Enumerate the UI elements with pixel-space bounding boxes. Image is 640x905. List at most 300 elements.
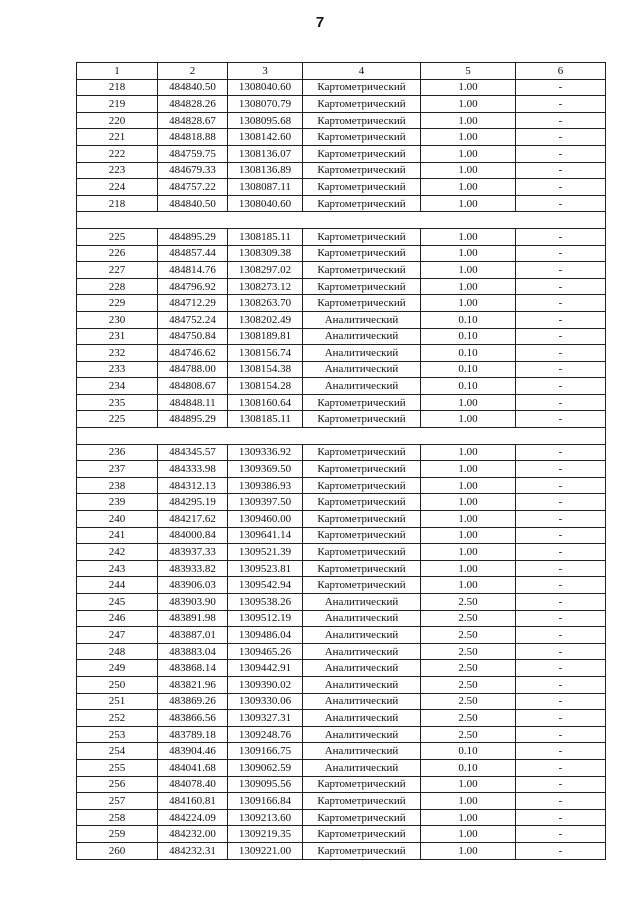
table-row <box>77 411 606 428</box>
point-number-cell: 249 <box>77 660 158 677</box>
table-row <box>77 660 606 677</box>
table-row <box>77 129 606 146</box>
y-coordinate-cell: 1309521.39 <box>228 544 303 561</box>
x-coordinate-cell: 483866.56 <box>158 710 228 727</box>
x-coordinate-cell: 484232.31 <box>158 842 228 859</box>
method-cell: Картометрический <box>303 461 421 478</box>
x-coordinate-cell: 483906.03 <box>158 577 228 594</box>
description-cell: - <box>516 643 606 660</box>
description-cell: - <box>516 527 606 544</box>
method-cell: Картометрический <box>303 444 421 461</box>
x-coordinate-cell: 483937.33 <box>158 544 228 561</box>
x-coordinate-cell: 484712.29 <box>158 295 228 312</box>
y-coordinate-cell: 1309213.60 <box>228 809 303 826</box>
description-cell: - <box>516 228 606 245</box>
x-coordinate-cell: 484312.13 <box>158 477 228 494</box>
y-coordinate-cell: 1309166.75 <box>228 743 303 760</box>
y-coordinate-cell: 1309460.00 <box>228 511 303 528</box>
x-coordinate-cell: 484818.88 <box>158 129 228 146</box>
point-number-cell: 233 <box>77 361 158 378</box>
x-coordinate-cell: 484814.76 <box>158 262 228 279</box>
point-number-cell: 258 <box>77 809 158 826</box>
description-cell: - <box>516 96 606 113</box>
accuracy-cell: 1.00 <box>421 129 516 146</box>
description-cell: - <box>516 129 606 146</box>
accuracy-cell: 1.00 <box>421 96 516 113</box>
y-coordinate-cell: 1309486.04 <box>228 627 303 644</box>
x-coordinate-cell: 483883.04 <box>158 643 228 660</box>
table-row <box>77 328 606 345</box>
accuracy-cell: 0.10 <box>421 743 516 760</box>
description-cell: - <box>516 278 606 295</box>
method-cell: Аналитический <box>303 311 421 328</box>
point-number-cell: 234 <box>77 378 158 395</box>
table-row <box>77 776 606 793</box>
method-cell: Картометрический <box>303 245 421 262</box>
description-cell: - <box>516 494 606 511</box>
accuracy-cell: 2.50 <box>421 660 516 677</box>
point-number-cell: 222 <box>77 145 158 162</box>
header-cell-col-5: 5 <box>421 63 516 80</box>
accuracy-cell: 2.50 <box>421 643 516 660</box>
method-cell: Картометрический <box>303 96 421 113</box>
x-coordinate-cell: 484757.22 <box>158 179 228 196</box>
accuracy-cell: 1.00 <box>421 793 516 810</box>
x-coordinate-cell: 483887.01 <box>158 627 228 644</box>
description-cell: - <box>516 195 606 212</box>
description-cell: - <box>516 776 606 793</box>
description-cell: - <box>516 809 606 826</box>
description-cell: - <box>516 394 606 411</box>
y-coordinate-cell: 1308154.28 <box>228 378 303 395</box>
method-cell: Картометрический <box>303 577 421 594</box>
method-cell: Аналитический <box>303 693 421 710</box>
description-cell: - <box>516 262 606 279</box>
accuracy-cell: 0.10 <box>421 345 516 362</box>
accuracy-cell: 1.00 <box>421 560 516 577</box>
y-coordinate-cell: 1308095.68 <box>228 112 303 129</box>
point-number-cell: 241 <box>77 527 158 544</box>
table-row <box>77 195 606 212</box>
accuracy-cell: 1.00 <box>421 527 516 544</box>
x-coordinate-cell: 483933.82 <box>158 560 228 577</box>
point-number-cell: 225 <box>77 228 158 245</box>
method-cell: Картометрический <box>303 278 421 295</box>
accuracy-cell: 1.00 <box>421 809 516 826</box>
accuracy-cell: 1.00 <box>421 394 516 411</box>
y-coordinate-cell: 1309542.94 <box>228 577 303 594</box>
method-cell: Аналитический <box>303 378 421 395</box>
description-cell: - <box>516 577 606 594</box>
description-cell: - <box>516 477 606 494</box>
point-number-cell: 252 <box>77 710 158 727</box>
description-cell: - <box>516 759 606 776</box>
x-coordinate-cell: 484788.00 <box>158 361 228 378</box>
description-cell: - <box>516 793 606 810</box>
method-cell: Картометрический <box>303 295 421 312</box>
point-number-cell: 248 <box>77 643 158 660</box>
x-coordinate-cell: 484232.00 <box>158 826 228 843</box>
method-cell: Картометрический <box>303 79 421 96</box>
accuracy-cell: 1.00 <box>421 278 516 295</box>
description-cell: - <box>516 444 606 461</box>
method-cell: Картометрический <box>303 112 421 129</box>
accuracy-cell: 1.00 <box>421 262 516 279</box>
method-cell: Картометрический <box>303 129 421 146</box>
table-row <box>77 145 606 162</box>
description-cell: - <box>516 627 606 644</box>
description-cell: - <box>516 411 606 428</box>
y-coordinate-cell: 1309641.14 <box>228 527 303 544</box>
point-number-cell: 242 <box>77 544 158 561</box>
accuracy-cell: 1.00 <box>421 826 516 843</box>
description-cell: - <box>516 245 606 262</box>
table-row <box>77 394 606 411</box>
y-coordinate-cell: 1308136.89 <box>228 162 303 179</box>
point-number-cell: 236 <box>77 444 158 461</box>
method-cell: Картометрический <box>303 394 421 411</box>
x-coordinate-cell: 484808.67 <box>158 378 228 395</box>
table-row <box>77 743 606 760</box>
table-row <box>77 710 606 727</box>
header-cell-col-1: 1 <box>77 63 158 80</box>
accuracy-cell: 1.00 <box>421 494 516 511</box>
x-coordinate-cell: 484679.33 <box>158 162 228 179</box>
method-cell: Картометрический <box>303 527 421 544</box>
accuracy-cell: 0.10 <box>421 361 516 378</box>
accuracy-cell: 1.00 <box>421 477 516 494</box>
method-cell: Картометрический <box>303 195 421 212</box>
point-number-cell: 232 <box>77 345 158 362</box>
table-row <box>77 112 606 129</box>
method-cell: Аналитический <box>303 726 421 743</box>
method-cell: Аналитический <box>303 710 421 727</box>
table-row <box>77 610 606 627</box>
table-row <box>77 262 606 279</box>
table-blank-row <box>77 212 606 229</box>
accuracy-cell: 1.00 <box>421 544 516 561</box>
y-coordinate-cell: 1309512.19 <box>228 610 303 627</box>
method-cell: Картометрический <box>303 228 421 245</box>
y-coordinate-cell: 1309166.84 <box>228 793 303 810</box>
point-number-cell: 260 <box>77 842 158 859</box>
accuracy-cell: 1.00 <box>421 195 516 212</box>
table-row <box>77 378 606 395</box>
description-cell: - <box>516 311 606 328</box>
y-coordinate-cell: 1308070.79 <box>228 96 303 113</box>
point-number-cell: 220 <box>77 112 158 129</box>
y-coordinate-cell: 1308040.60 <box>228 195 303 212</box>
point-number-cell: 257 <box>77 793 158 810</box>
x-coordinate-cell: 484750.84 <box>158 328 228 345</box>
method-cell: Картометрический <box>303 826 421 843</box>
x-coordinate-cell: 484759.75 <box>158 145 228 162</box>
x-coordinate-cell: 484333.98 <box>158 461 228 478</box>
method-cell: Картометрический <box>303 793 421 810</box>
accuracy-cell: 1.00 <box>421 179 516 196</box>
description-cell: - <box>516 511 606 528</box>
description-cell: - <box>516 179 606 196</box>
description-cell: - <box>516 610 606 627</box>
point-number-cell: 221 <box>77 129 158 146</box>
x-coordinate-cell: 484848.11 <box>158 394 228 411</box>
header-cell-col-4: 4 <box>303 63 421 80</box>
method-cell: Картометрический <box>303 179 421 196</box>
accuracy-cell: 1.00 <box>421 444 516 461</box>
y-coordinate-cell: 1308154.38 <box>228 361 303 378</box>
description-cell: - <box>516 826 606 843</box>
point-number-cell: 256 <box>77 776 158 793</box>
y-coordinate-cell: 1309465.26 <box>228 643 303 660</box>
table-row <box>77 477 606 494</box>
x-coordinate-cell: 483789.18 <box>158 726 228 743</box>
description-cell: - <box>516 112 606 129</box>
x-coordinate-cell: 484041.68 <box>158 759 228 776</box>
table-row <box>77 693 606 710</box>
accuracy-cell: 1.00 <box>421 776 516 793</box>
x-coordinate-cell: 483868.14 <box>158 660 228 677</box>
method-cell: Аналитический <box>303 594 421 611</box>
table-row <box>77 560 606 577</box>
page-number: 7 <box>315 14 325 31</box>
accuracy-cell: 2.50 <box>421 610 516 627</box>
y-coordinate-cell: 1309523.81 <box>228 560 303 577</box>
x-coordinate-cell: 484160.81 <box>158 793 228 810</box>
accuracy-cell: 1.00 <box>421 112 516 129</box>
table-blank-row <box>77 428 606 445</box>
description-cell: - <box>516 378 606 395</box>
y-coordinate-cell: 1308273.12 <box>228 278 303 295</box>
table-row <box>77 228 606 245</box>
point-number-cell: 218 <box>77 79 158 96</box>
x-coordinate-cell: 484752.24 <box>158 311 228 328</box>
table-row <box>77 245 606 262</box>
x-coordinate-cell: 484224.09 <box>158 809 228 826</box>
method-cell: Картометрический <box>303 162 421 179</box>
point-number-cell: 255 <box>77 759 158 776</box>
y-coordinate-cell: 1309327.31 <box>228 710 303 727</box>
description-cell: - <box>516 361 606 378</box>
table-row <box>77 643 606 660</box>
table-row <box>77 594 606 611</box>
x-coordinate-cell: 483821.96 <box>158 676 228 693</box>
point-number-cell: 228 <box>77 278 158 295</box>
description-cell: - <box>516 79 606 96</box>
method-cell: Аналитический <box>303 643 421 660</box>
description-cell: - <box>516 842 606 859</box>
point-number-cell: 259 <box>77 826 158 843</box>
table-row <box>77 726 606 743</box>
table-row <box>77 793 606 810</box>
point-number-cell: 245 <box>77 594 158 611</box>
table-row <box>77 79 606 96</box>
method-cell: Картометрический <box>303 544 421 561</box>
description-cell: - <box>516 676 606 693</box>
point-number-cell: 224 <box>77 179 158 196</box>
table-row <box>77 842 606 859</box>
point-number-cell: 227 <box>77 262 158 279</box>
accuracy-cell: 1.00 <box>421 295 516 312</box>
x-coordinate-cell: 483891.98 <box>158 610 228 627</box>
point-number-cell: 219 <box>77 96 158 113</box>
accuracy-cell: 0.10 <box>421 311 516 328</box>
x-coordinate-cell: 483869.26 <box>158 693 228 710</box>
point-number-cell: 243 <box>77 560 158 577</box>
x-coordinate-cell: 483904.46 <box>158 743 228 760</box>
accuracy-cell: 1.00 <box>421 228 516 245</box>
description-cell: - <box>516 710 606 727</box>
y-coordinate-cell: 1309336.92 <box>228 444 303 461</box>
x-coordinate-cell: 484078.40 <box>158 776 228 793</box>
description-cell: - <box>516 594 606 611</box>
table-row <box>77 627 606 644</box>
point-number-cell: 244 <box>77 577 158 594</box>
point-number-cell: 223 <box>77 162 158 179</box>
y-coordinate-cell: 1308087.11 <box>228 179 303 196</box>
blank-cell <box>77 212 606 229</box>
point-number-cell: 231 <box>77 328 158 345</box>
accuracy-cell: 2.50 <box>421 627 516 644</box>
x-coordinate-cell: 484857.44 <box>158 245 228 262</box>
table-row <box>77 511 606 528</box>
description-cell: - <box>516 345 606 362</box>
y-coordinate-cell: 1308185.11 <box>228 228 303 245</box>
y-coordinate-cell: 1308142.60 <box>228 129 303 146</box>
point-number-cell: 238 <box>77 477 158 494</box>
y-coordinate-cell: 1308263.70 <box>228 295 303 312</box>
y-coordinate-cell: 1309221.00 <box>228 842 303 859</box>
table-row <box>77 527 606 544</box>
y-coordinate-cell: 1308136.07 <box>228 145 303 162</box>
y-coordinate-cell: 1308309.38 <box>228 245 303 262</box>
table-row <box>77 96 606 113</box>
description-cell: - <box>516 560 606 577</box>
table-row <box>77 162 606 179</box>
method-cell: Аналитический <box>303 610 421 627</box>
table-row <box>77 544 606 561</box>
method-cell: Картометрический <box>303 145 421 162</box>
y-coordinate-cell: 1308189.81 <box>228 328 303 345</box>
accuracy-cell: 1.00 <box>421 145 516 162</box>
y-coordinate-cell: 1309442.91 <box>228 660 303 677</box>
table-body <box>77 79 606 859</box>
point-number-cell: 247 <box>77 627 158 644</box>
method-cell: Картометрический <box>303 494 421 511</box>
y-coordinate-cell: 1308297.02 <box>228 262 303 279</box>
method-cell: Картометрический <box>303 511 421 528</box>
method-cell: Картометрический <box>303 560 421 577</box>
table-row <box>77 461 606 478</box>
x-coordinate-cell: 484295.19 <box>158 494 228 511</box>
description-cell: - <box>516 461 606 478</box>
accuracy-cell: 2.50 <box>421 726 516 743</box>
x-coordinate-cell: 484345.57 <box>158 444 228 461</box>
point-number-cell: 240 <box>77 511 158 528</box>
method-cell: Аналитический <box>303 361 421 378</box>
accuracy-cell: 1.00 <box>421 461 516 478</box>
accuracy-cell: 1.00 <box>421 411 516 428</box>
method-cell: Аналитический <box>303 660 421 677</box>
point-number-cell: 229 <box>77 295 158 312</box>
header-cell-col-3: 3 <box>228 63 303 80</box>
description-cell: - <box>516 726 606 743</box>
table-row <box>77 494 606 511</box>
table-row <box>77 345 606 362</box>
y-coordinate-cell: 1308040.60 <box>228 79 303 96</box>
x-coordinate-cell: 484000.84 <box>158 527 228 544</box>
accuracy-cell: 2.50 <box>421 710 516 727</box>
method-cell: Картометрический <box>303 842 421 859</box>
point-number-cell: 225 <box>77 411 158 428</box>
coordinates-table <box>76 62 606 860</box>
point-number-cell: 230 <box>77 311 158 328</box>
accuracy-cell: 1.00 <box>421 245 516 262</box>
accuracy-cell: 0.10 <box>421 328 516 345</box>
y-coordinate-cell: 1309095.56 <box>228 776 303 793</box>
method-cell: Картометрический <box>303 477 421 494</box>
y-coordinate-cell: 1308185.11 <box>228 411 303 428</box>
table-row <box>77 759 606 776</box>
table-row <box>77 809 606 826</box>
point-number-cell: 254 <box>77 743 158 760</box>
blank-cell <box>77 428 606 445</box>
method-cell: Картометрический <box>303 411 421 428</box>
point-number-cell: 253 <box>77 726 158 743</box>
method-cell: Аналитический <box>303 627 421 644</box>
table-row <box>77 179 606 196</box>
description-cell: - <box>516 544 606 561</box>
point-number-cell: 251 <box>77 693 158 710</box>
description-cell: - <box>516 295 606 312</box>
x-coordinate-cell: 484840.50 <box>158 79 228 96</box>
y-coordinate-cell: 1309219.35 <box>228 826 303 843</box>
description-cell: - <box>516 328 606 345</box>
x-coordinate-cell: 484895.29 <box>158 228 228 245</box>
x-coordinate-cell: 484217.62 <box>158 511 228 528</box>
y-coordinate-cell: 1309390.02 <box>228 676 303 693</box>
table-row <box>77 295 606 312</box>
accuracy-cell: 0.10 <box>421 759 516 776</box>
y-coordinate-cell: 1308156.74 <box>228 345 303 362</box>
y-coordinate-cell: 1309538.26 <box>228 594 303 611</box>
y-coordinate-cell: 1308160.64 <box>228 394 303 411</box>
x-coordinate-cell: 484828.26 <box>158 96 228 113</box>
accuracy-cell: 2.50 <box>421 676 516 693</box>
table-row <box>77 676 606 693</box>
table-row <box>77 444 606 461</box>
y-coordinate-cell: 1308202.49 <box>228 311 303 328</box>
point-number-cell: 237 <box>77 461 158 478</box>
method-cell: Аналитический <box>303 759 421 776</box>
table-row <box>77 826 606 843</box>
description-cell: - <box>516 660 606 677</box>
description-cell: - <box>516 145 606 162</box>
description-cell: - <box>516 162 606 179</box>
accuracy-cell: 1.00 <box>421 162 516 179</box>
y-coordinate-cell: 1309248.76 <box>228 726 303 743</box>
x-coordinate-cell: 484796.92 <box>158 278 228 295</box>
method-cell: Картометрический <box>303 776 421 793</box>
method-cell: Картометрический <box>303 262 421 279</box>
point-number-cell: 218 <box>77 195 158 212</box>
table-row <box>77 278 606 295</box>
accuracy-cell: 2.50 <box>421 693 516 710</box>
x-coordinate-cell: 484746.62 <box>158 345 228 362</box>
accuracy-cell: 1.00 <box>421 79 516 96</box>
accuracy-cell: 1.00 <box>421 577 516 594</box>
header-cell-col-6: 6 <box>516 63 606 80</box>
method-cell: Аналитический <box>303 743 421 760</box>
